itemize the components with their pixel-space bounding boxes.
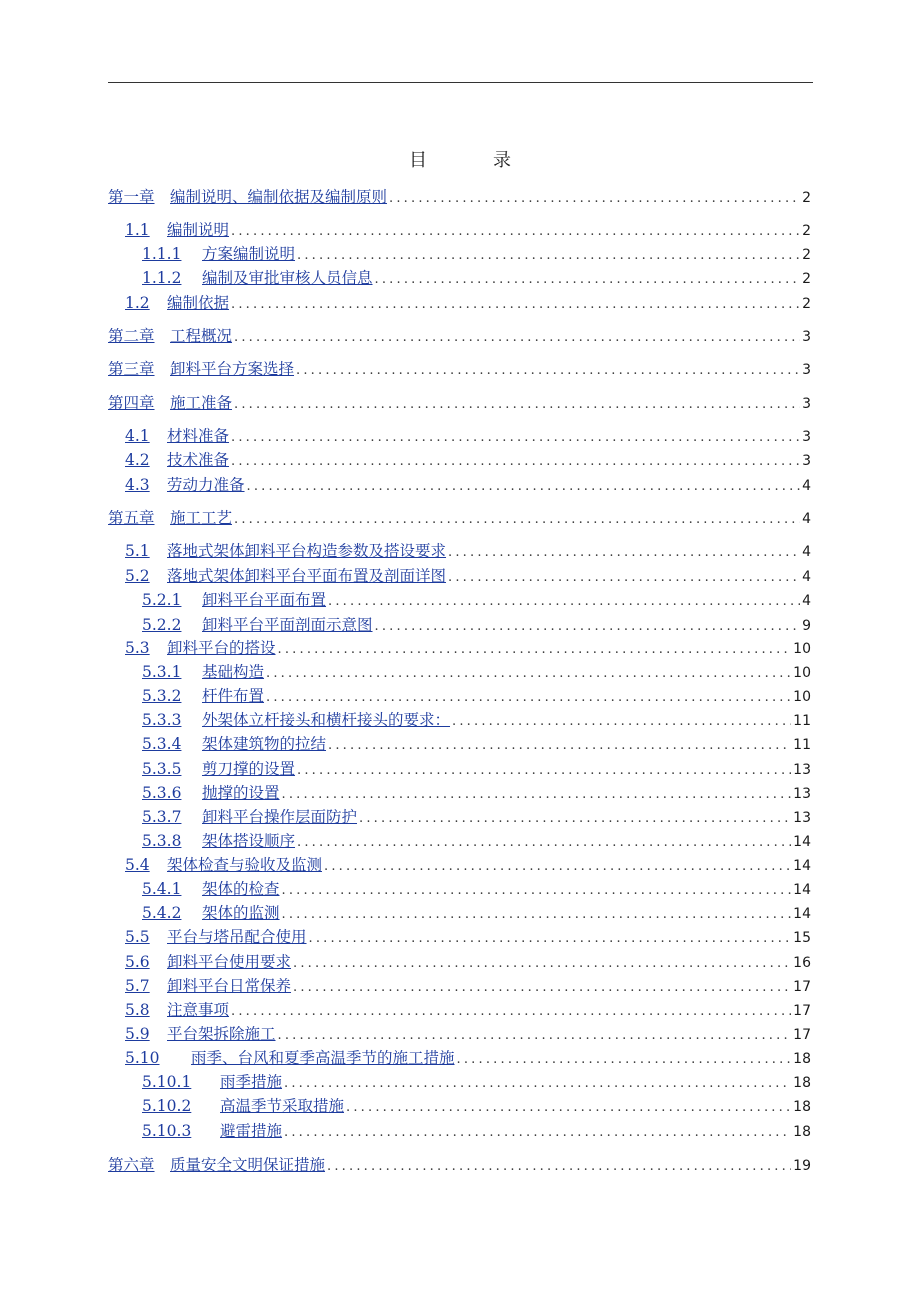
- toc-entry-title[interactable]: 外架体立杆接头和横杆接头的要求：: [202, 711, 451, 729]
- toc-entry-title[interactable]: 注意事项: [167, 1001, 230, 1019]
- toc-leader-dots: [231, 427, 800, 449]
- toc-entry-title[interactable]: 材料准备: [167, 427, 230, 445]
- toc-entry-number[interactable]: 5.4: [125, 856, 150, 874]
- toc-entry-title[interactable]: 编制说明、编制依据及编制原则: [170, 188, 388, 206]
- toc-leader-dots: [278, 1025, 792, 1047]
- toc-entry-page: 2: [802, 223, 811, 239]
- toc-entry[interactable]: [142, 243, 811, 265]
- toc-leader-dots: [293, 977, 791, 999]
- toc-entry-title[interactable]: 编制及审批审核人员信息: [202, 269, 373, 287]
- toc-entry-number[interactable]: 4.3: [125, 476, 150, 494]
- toc-entry[interactable]: [142, 902, 811, 924]
- toc-entry-page: 2: [802, 190, 811, 206]
- toc-entry-title[interactable]: 编制依据: [167, 294, 230, 312]
- toc-entry-page: 3: [802, 329, 811, 345]
- toc-entry-title[interactable]: 架体的检查: [202, 880, 280, 898]
- toc-entry[interactable]: [142, 709, 811, 731]
- toc-entry[interactable]: [108, 358, 811, 380]
- toc-entry-page: 15: [793, 930, 811, 946]
- toc-entry-page: 11: [793, 737, 811, 753]
- toc-leader-dots: [282, 880, 792, 902]
- toc-entry-number[interactable]: 5.7: [125, 977, 150, 995]
- toc-leader-dots: [231, 1001, 791, 1023]
- toc-entry-page: 17: [793, 979, 811, 995]
- toc-leader-dots: [297, 832, 791, 854]
- toc-entry[interactable]: [108, 392, 811, 414]
- toc-entry-title[interactable]: 平台与塔吊配合使用: [167, 928, 307, 946]
- toc-entry-page: 17: [793, 1027, 811, 1043]
- toc-entry-page: 4: [802, 511, 811, 527]
- toc-entry-page: 10: [793, 689, 811, 705]
- toc-entry-page: 14: [793, 906, 811, 922]
- toc-entry-title[interactable]: 方案编制说明: [202, 245, 296, 263]
- toc-entry-title[interactable]: 卸料平台日常保养: [167, 977, 292, 995]
- toc-entry[interactable]: [142, 758, 811, 780]
- toc-entry-page: 18: [793, 1051, 811, 1067]
- toc-entry-title[interactable]: 劳动力准备: [167, 476, 245, 494]
- toc-entry-number[interactable]: 5.2.2: [142, 616, 182, 634]
- toc-entry-page: 16: [793, 955, 811, 971]
- toc-entry[interactable]: [108, 1154, 811, 1176]
- toc-entry-title[interactable]: 质量安全文明保证措施: [170, 1156, 326, 1174]
- toc-leader-dots: [375, 269, 801, 291]
- toc-entry-page: 4: [802, 569, 811, 585]
- toc-entry-page: 4: [802, 478, 811, 494]
- toc-entry[interactable]: [142, 782, 811, 804]
- toc-entry-number[interactable]: 5.4.2: [142, 904, 182, 922]
- toc-entry-number[interactable]: 4.1: [125, 427, 150, 445]
- toc-entry[interactable]: [108, 186, 811, 208]
- toc-entry[interactable]: [125, 1023, 811, 1045]
- toc-leader-dots: [231, 294, 800, 316]
- toc-entry-page: 3: [802, 429, 811, 445]
- toc-entry[interactable]: [125, 854, 811, 876]
- toc-entry-page: 10: [793, 665, 811, 681]
- toc-leader-dots: [293, 953, 791, 975]
- toc-entry-number[interactable]: 第一章: [108, 188, 155, 206]
- toc-entry[interactable]: [108, 507, 811, 529]
- toc-leader-dots: [448, 567, 800, 589]
- toc-entry-number[interactable]: 5.2: [125, 567, 150, 585]
- toc-entry[interactable]: [142, 661, 811, 683]
- toc-leader-dots: [266, 663, 791, 685]
- toc-entry-title[interactable]: 落地式架体卸料平台构造参数及搭设要求: [167, 542, 447, 560]
- toc-entry-page: 18: [793, 1075, 811, 1091]
- toc-entry-number[interactable]: 5.10: [125, 1049, 160, 1067]
- toc-entry[interactable]: [125, 999, 811, 1021]
- toc-entry-title[interactable]: 施工工艺: [170, 509, 233, 527]
- toc-entry-page: 9: [802, 618, 811, 634]
- toc-leader-dots: [247, 476, 801, 498]
- toc-entry-page: 2: [802, 271, 811, 287]
- toc-entry-number[interactable]: 1.1.2: [142, 269, 182, 287]
- toc-leader-dots: [452, 711, 791, 733]
- toc-entry[interactable]: [142, 589, 811, 611]
- toc-leader-dots: [278, 639, 792, 661]
- toc-leader-dots: [324, 856, 791, 878]
- toc-entry-title[interactable]: 平台架拆除施工: [167, 1025, 276, 1043]
- toc-leader-dots: [448, 542, 800, 564]
- toc-entry-number[interactable]: 5.3.7: [142, 808, 182, 826]
- toc-leader-dots: [234, 394, 800, 416]
- toc-leader-dots: [231, 221, 800, 243]
- toc-entry[interactable]: [125, 951, 811, 973]
- toc-entry-page: 2: [802, 247, 811, 263]
- toc-leader-dots: [327, 1156, 791, 1178]
- toc-entry[interactable]: [142, 1095, 811, 1117]
- toc-entry-title[interactable]: 避雷措施: [220, 1122, 283, 1140]
- toc-leader-dots: [282, 904, 792, 926]
- toc-leader-dots: [234, 327, 800, 349]
- toc-leader-dots: [309, 928, 792, 950]
- toc-entry-number[interactable]: 5.6: [125, 953, 150, 971]
- toc-entry-number[interactable]: 1.1.1: [142, 245, 182, 263]
- toc-leader-dots: [328, 591, 800, 613]
- toc-entry-number[interactable]: 第四章: [108, 394, 155, 412]
- toc-entry-title[interactable]: 卸料平台操作层面防护: [202, 808, 358, 826]
- toc-entry-page: 3: [802, 362, 811, 378]
- toc-entry[interactable]: [125, 637, 811, 659]
- toc-leader-dots: [297, 245, 800, 267]
- toc-entry-page: 13: [793, 762, 811, 778]
- toc-entry[interactable]: [142, 806, 811, 828]
- toc-entry-number[interactable]: 5.9: [125, 1025, 150, 1043]
- toc-leader-dots: [389, 188, 800, 210]
- toc-entry-number[interactable]: 第二章: [108, 327, 155, 345]
- toc-entry[interactable]: [142, 1071, 811, 1093]
- toc-entry[interactable]: [125, 540, 811, 562]
- toc-entry-title[interactable]: 落地式架体卸料平台平面布置及剖面详图: [167, 567, 447, 585]
- toc-entry-number[interactable]: 第三章: [108, 360, 155, 378]
- toc-entry-title[interactable]: 架体搭设顺序: [202, 832, 296, 850]
- toc-entry-title[interactable]: 雨季、台风和夏季高温季节的施工措施: [191, 1049, 455, 1067]
- toc-entry-page: 14: [793, 882, 811, 898]
- toc-entry-number[interactable]: 5.3.1: [142, 663, 182, 681]
- toc-leader-dots: [328, 735, 791, 757]
- toc-entry-number[interactable]: 1.2: [125, 294, 150, 312]
- toc-entry[interactable]: [125, 449, 811, 471]
- toc-entry-title[interactable]: 抛撑的设置: [202, 784, 280, 802]
- toc-entry-number[interactable]: 5.5: [125, 928, 150, 946]
- toc-entry-page: 2: [802, 296, 811, 312]
- toc-entry-page: 14: [793, 858, 811, 874]
- toc-leader-dots: [282, 784, 792, 806]
- toc-entry-title[interactable]: 架体检查与验收及监测: [167, 856, 323, 874]
- toc-entry-title[interactable]: 工程概况: [170, 327, 233, 345]
- toc-entry-title[interactable]: 架体建筑物的拉结: [202, 735, 327, 753]
- toc-entry[interactable]: [125, 975, 811, 997]
- toc-entry-page: 13: [793, 786, 811, 802]
- toc-leader-dots: [296, 360, 800, 382]
- toc-entry-title[interactable]: 架体的监测: [202, 904, 280, 922]
- toc-entry-title[interactable]: 卸料平台平面剖面示意图: [202, 616, 373, 634]
- toc-leader-dots: [375, 616, 801, 638]
- toc-entry-title[interactable]: 卸料平台使用要求: [167, 953, 292, 971]
- toc-entry-number[interactable]: 5.3.2: [142, 687, 182, 705]
- toc-entry-title[interactable]: 高温季节采取措施: [220, 1097, 345, 1115]
- toc-entry[interactable]: [125, 1047, 811, 1069]
- toc-entry-title[interactable]: 卸料平台平面布置: [202, 591, 327, 609]
- toc-entry-page: 19: [793, 1158, 811, 1174]
- toc-leader-dots: [284, 1122, 791, 1144]
- toc-entry[interactable]: [142, 614, 811, 636]
- toc-entry-title[interactable]: 施工准备: [170, 394, 233, 412]
- toc-leader-dots: [457, 1049, 792, 1071]
- toc-entry[interactable]: [125, 474, 811, 496]
- toc-entry-number[interactable]: 5.4.1: [142, 880, 182, 898]
- toc-entry-page: 18: [793, 1124, 811, 1140]
- toc-entry-number[interactable]: 4.2: [125, 451, 150, 469]
- toc-entry-number[interactable]: 5.10.1: [142, 1073, 192, 1091]
- toc-entry-number[interactable]: 5.10.2: [142, 1097, 192, 1115]
- toc-entry[interactable]: [142, 685, 811, 707]
- toc-entry-title[interactable]: 杆件布置: [202, 687, 265, 705]
- toc-entry-page: 10: [793, 641, 811, 657]
- toc-entry-number[interactable]: 5.1: [125, 542, 150, 560]
- toc-entry-number[interactable]: 5.8: [125, 1001, 150, 1019]
- toc-leader-dots: [234, 509, 800, 531]
- toc-leader-dots: [297, 760, 791, 782]
- toc-entry[interactable]: [142, 733, 811, 755]
- toc-entry-number[interactable]: 5.3.6: [142, 784, 182, 802]
- toc-entry[interactable]: [125, 565, 811, 587]
- toc-entry-number[interactable]: 5.2.1: [142, 591, 182, 609]
- toc-entry-page: 4: [802, 544, 811, 560]
- toc-entry-page: 3: [802, 396, 811, 412]
- toc-entry-title[interactable]: 剪刀撑的设置: [202, 760, 296, 778]
- toc-entry-number[interactable]: 第五章: [108, 509, 155, 527]
- toc-entry[interactable]: [142, 878, 811, 900]
- toc-entry[interactable]: [142, 1120, 811, 1142]
- toc-entry-number[interactable]: 1.1: [125, 221, 150, 239]
- toc-entry-title[interactable]: 技术准备: [167, 451, 230, 469]
- toc-entry-number[interactable]: 第六章: [108, 1156, 155, 1174]
- toc-entry-number[interactable]: 5.3.8: [142, 832, 182, 850]
- toc-entry-page: 14: [793, 834, 811, 850]
- toc-entry-page: 17: [793, 1003, 811, 1019]
- toc-entry-number[interactable]: 5.3: [125, 639, 150, 657]
- toc-leader-dots: [346, 1097, 791, 1119]
- toc-entry-number[interactable]: 5.10.3: [142, 1122, 192, 1140]
- toc-entry-page: 11: [793, 713, 811, 729]
- toc-entry-title[interactable]: 卸料平台的搭设: [167, 639, 276, 657]
- toc-entry-title[interactable]: 基础构造: [202, 663, 265, 681]
- toc-entry-page: 4: [802, 593, 811, 609]
- toc-entry[interactable]: [142, 267, 811, 289]
- toc-leader-dots: [231, 451, 800, 473]
- toc-entry-page: 18: [793, 1099, 811, 1115]
- toc-leader-dots: [359, 808, 791, 830]
- toc-leader-dots: [266, 687, 791, 709]
- toc-entry[interactable]: [108, 325, 811, 347]
- toc-entry[interactable]: [125, 926, 811, 948]
- toc-title: 目 录: [409, 150, 535, 171]
- toc-entry-page: 3: [802, 453, 811, 469]
- toc-entry-title[interactable]: 卸料平台方案选择: [170, 360, 295, 378]
- toc-entry-number[interactable]: 5.3.5: [142, 760, 182, 778]
- toc-entry[interactable]: [125, 292, 811, 314]
- toc-entry-title[interactable]: 雨季措施: [220, 1073, 283, 1091]
- toc-entry-title[interactable]: 编制说明: [167, 221, 230, 239]
- toc-leader-dots: [284, 1073, 791, 1095]
- toc-entry[interactable]: [125, 425, 811, 447]
- toc-entry[interactable]: [142, 830, 811, 852]
- toc-entry[interactable]: [125, 219, 811, 241]
- toc-entry-number[interactable]: 5.3.3: [142, 711, 182, 729]
- toc-entry-number[interactable]: 5.3.4: [142, 735, 182, 753]
- toc-entry-page: 13: [793, 810, 811, 826]
